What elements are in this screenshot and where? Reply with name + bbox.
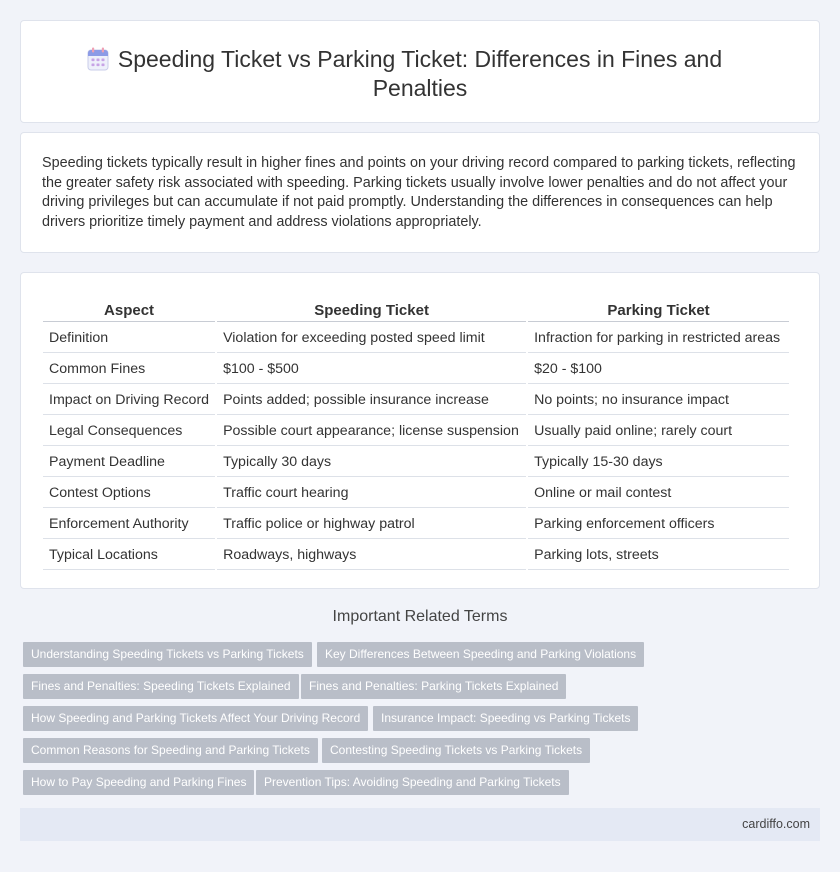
- related-terms-heading: Important Related Terms: [332, 608, 508, 625]
- table-row: [43, 479, 789, 508]
- table-cell: Definition: [43, 324, 215, 353]
- table-cell: Enforcement Authority: [43, 510, 215, 539]
- table-cell: Legal Consequences: [43, 417, 215, 446]
- page-title: Speeding Ticket vs Parking Ticket: Differences in Fines and Penalties: [117, 46, 723, 101]
- table-cell: Typical Locations: [43, 541, 215, 570]
- table-cell: Payment Deadline: [43, 448, 215, 477]
- table-cell: Possible court appearance; license suspension: [217, 417, 526, 446]
- table-cell: $20 - $100: [528, 355, 789, 384]
- related-tag-link[interactable]: Contesting Speeding Tickets vs Parking Tickets: [322, 738, 590, 763]
- related-tag-link[interactable]: How to Pay Speeding and Parking Fines: [23, 770, 254, 795]
- table-cell: Violation for exceeding posted speed limit: [217, 324, 526, 353]
- table-cell: Traffic court hearing: [217, 479, 526, 508]
- table-cell: Contest Options: [43, 479, 215, 508]
- table-cell: Usually paid online; rarely court: [528, 417, 789, 446]
- related-tag-link[interactable]: Insurance Impact: Speeding vs Parking Tickets: [373, 706, 638, 731]
- footer-site-link[interactable]: cardiffo.com: [742, 817, 810, 831]
- table-cell: Points added; possible insurance increase: [217, 386, 526, 415]
- table-cell: Typically 15-30 days: [528, 448, 789, 477]
- intro-paragraph: Speeding tickets typically result in higher fines and points on your driving record compared to parking tickets, reflecting the greater safety risk associated with speeding. Parking tickets usually involve lower penalties and do not affect your driving privileges but can accumulate if not paid promptly. Understanding the differences in consequences can help drivers prioritize timely payment and address violations appropriately.: [42, 155, 796, 230]
- table-row: [43, 448, 789, 477]
- table-cell: Impact on Driving Record: [43, 386, 215, 415]
- table-row: [43, 417, 789, 446]
- footer: [20, 808, 820, 841]
- related-tag-link[interactable]: How Speeding and Parking Tickets Affect Your Driving Record: [23, 706, 368, 731]
- header-parking-ticket: Parking Ticket: [528, 295, 789, 322]
- related-tag-link[interactable]: Prevention Tips: Avoiding Speeding and Parking Tickets: [256, 770, 569, 795]
- related-tag-link[interactable]: Fines and Penalties: Speeding Tickets Explained: [23, 674, 299, 699]
- comparison-card: [20, 272, 820, 589]
- comparison-table: [41, 293, 791, 572]
- table-row: [43, 386, 789, 415]
- header-aspect: Aspect: [43, 295, 215, 322]
- table-cell: Online or mail contest: [528, 479, 789, 508]
- table-row: [43, 355, 789, 384]
- intro-card: [20, 132, 820, 253]
- table-header-row: [43, 295, 789, 322]
- table-cell: Parking enforcement officers: [528, 510, 789, 539]
- table-cell: $100 - $500: [217, 355, 526, 384]
- table-cell: Common Fines: [43, 355, 215, 384]
- related-tag-link[interactable]: Common Reasons for Speeding and Parking Tickets: [23, 738, 318, 763]
- table-row: [43, 541, 789, 570]
- table-cell: Traffic police or highway patrol: [217, 510, 526, 539]
- table-row: [43, 324, 789, 353]
- table-cell: Infraction for parking in restricted areas: [528, 324, 789, 353]
- related-tag-link[interactable]: Fines and Penalties: Parking Tickets Explained: [301, 674, 566, 699]
- related-tag-link[interactable]: Understanding Speeding Tickets vs Parking Tickets: [23, 642, 312, 667]
- related-tag-link[interactable]: Key Differences Between Speeding and Parking Violations: [317, 642, 644, 667]
- title-card: [20, 20, 820, 123]
- header-speeding-ticket: Speeding Ticket: [217, 295, 526, 322]
- table-cell: Roadways, highways: [217, 541, 526, 570]
- table-cell: Typically 30 days: [217, 448, 526, 477]
- table-cell: Parking lots, streets: [528, 541, 789, 570]
- table-cell: No points; no insurance impact: [528, 386, 789, 415]
- table-row: [43, 510, 789, 539]
